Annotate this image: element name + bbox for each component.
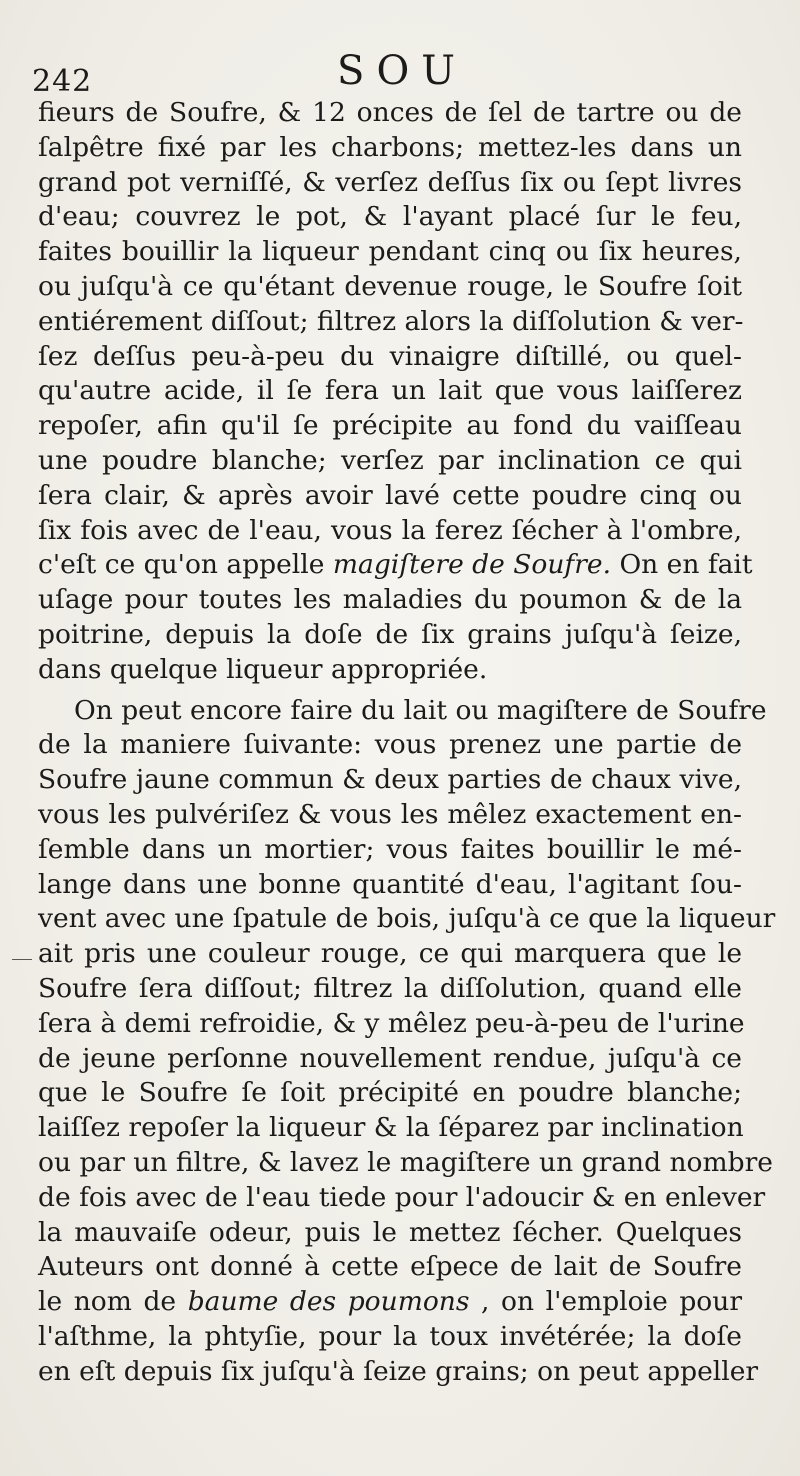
text-line: en eſt depuis ſix juſqu'à ſeize grains; on peut appeller [38, 1355, 759, 1387]
text-line: ait pris une couleur rouge, ce qui marquera que le [38, 938, 742, 970]
text-segment: c'eſt ce qu'on appelle [38, 549, 325, 581]
italic-term: baume des poumons [187, 1286, 470, 1318]
text-line: poitrine, depuis la doſe de ſix grains juſqu'à ſeize, [38, 618, 742, 650]
text-line: la mauvaiſe odeur, puis le mettez ſécher. Quelques [38, 1216, 742, 1248]
text-line: d'eau; couvrez le pot, & l'ayant placé ſur le feu, [38, 201, 742, 233]
text-line: ſix fois avec de l'eau, vous la ferez ſécher à l'ombre, [38, 514, 742, 546]
text-segment: On en fait [619, 549, 753, 581]
text-line: vous les pulvériſez & vous les mêlez exactement en- [38, 798, 742, 830]
text-line: Soufre jaune commun & deux parties de chaux vive, [38, 764, 742, 796]
text-line: Auteurs ont donné à cette eſpece de lait de Soufre [38, 1251, 742, 1283]
text-line: ſemble dans un mortier; vous faites bouillir le mé- [38, 833, 742, 865]
text-segment: , on l'emploie pour [481, 1286, 742, 1318]
text-line: Soufre ſera diſſout; filtrez la diſſolution, quand elle [38, 972, 742, 1004]
text-line: ſera à demi refroidie, & y mêlez peu-à-peu de l'urine [38, 1007, 745, 1039]
text-line: que le Soufre ſe ſoit précipité en poudre blanche; [38, 1077, 742, 1109]
paragraph-1 [38, 96, 753, 688]
text-line: fieurs de Soufre, & 12 onces de ſel de tartre ou de [38, 97, 742, 128]
text-line: qu'autre acide, il ſe fera un lait que vous laiſſerez [38, 375, 742, 407]
text-line: ſez deſſus peu-à-peu du vinaigre diſtillé, ou quel- [38, 340, 742, 372]
text-line: On peut encore faire du lait ou magiſtere de Soufre [74, 694, 767, 726]
text-line: ou juſqu'à ce qu'étant devenue rouge, le Soufre ſoit [38, 270, 742, 302]
text-line: dans quelque liqueur appropriée. [38, 653, 488, 685]
text-line: ſalpêtre fixé par les charbons; mettez-les dans un [38, 131, 742, 163]
text-line: laiſſez repoſer la liqueur & la ſéparez par inclination [38, 1112, 744, 1144]
text-line: de la maniere ſuivante: vous prenez une partie de [38, 729, 742, 761]
text-line: ſera clair, & après avoir lavé cette poudre cinq ou [38, 479, 742, 511]
text-line: une poudre blanche; verſez par inclination ce qui [38, 444, 742, 476]
text-line: de fois avec de l'eau tiede pour l'adoucir & en enlever [38, 1181, 766, 1213]
italic-term: magiſtere de Soufre. [332, 549, 611, 581]
text-line: entiérement diſſout; filtrez alors la diſſolution & ver- [38, 305, 744, 337]
text-line: grand pot verniſſé, & verſez deſſus ſix ou ſept livres [38, 166, 742, 198]
text-line: repoſer, afin qu'il ſe précipite au fond du vaiſſeau [38, 410, 742, 442]
text-line: ou par un filtre, & lavez le magiſtere un grand nombre [38, 1146, 773, 1178]
paragraph-2 [38, 694, 776, 1390]
text-line: lange dans une bonne quantité d'eau, l'agitant ſou- [38, 868, 742, 900]
text-line: de jeune perſonne nouvellement rendue, juſqu'à ce [38, 1042, 742, 1074]
text-line: l'aſthme, la phtyſie, pour la toux invétérée; la doſe [38, 1320, 742, 1352]
text-line [38, 1285, 742, 1320]
text-line: uſage pour toutes les maladies du poumon & de la [38, 584, 742, 616]
margin-mark [12, 959, 32, 960]
page-number: 242 [32, 64, 93, 99]
text-line [38, 548, 753, 583]
body-text [38, 96, 776, 1389]
text-line: faites bouillir la liqueur pendant cinq ou ſix heures, [38, 236, 742, 268]
running-head: SOU [337, 48, 467, 94]
text-line: vent avec une ſpatule de bois, juſqu'à ce que la liqueur [38, 903, 776, 935]
page-header [32, 48, 772, 100]
text-segment: le nom de [38, 1286, 177, 1318]
